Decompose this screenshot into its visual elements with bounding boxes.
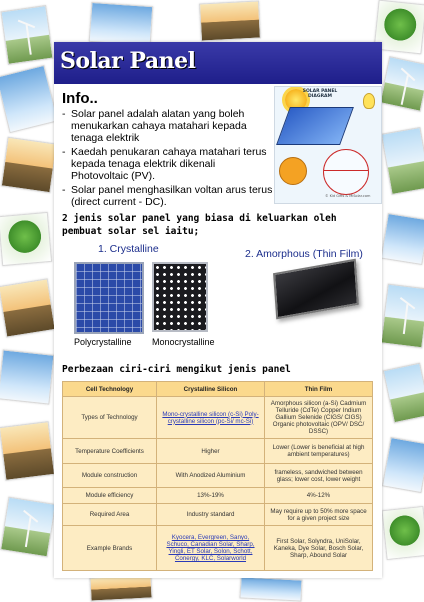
table-cell: Types of Technology <box>63 397 157 439</box>
table-cell-link[interactable]: Kyocera, Evergreen, Sanyo, Schuco, Canadian Solar, Sharp, Yingli, ET Solar, Solon, Schott, Conergy, KLC, Solarworld <box>157 526 265 571</box>
bg-photo-sky-2 <box>0 65 58 133</box>
solar-panel-illustration <box>276 107 354 145</box>
table-cell: Module construction <box>63 463 157 488</box>
title-bar <box>54 42 382 84</box>
table-cell: Lower (Lower is beneficial at high ambient temperatures) <box>265 439 373 464</box>
table-cell-link[interactable]: Mono-crystalline silicon (c-Si) Poly-crystalline silicon (pc-Si/ mc-Si) <box>157 397 265 439</box>
diagram-title: SOLAR PANEL DIAGRAM <box>302 89 338 99</box>
table-cell: Amorphous silicon (a-Si) Cadmium Telluride (CdTe) Copper Indium Gallium Selenide (CIGS/ CIGS) Organic photovoltaic (OPV/ DSC/ DSSC) <box>265 397 373 439</box>
info-heading: Info.. <box>62 90 98 107</box>
bg-photo-tree-3 <box>382 506 424 560</box>
table-cell: Temperature Coefficients <box>63 439 157 464</box>
bg-photo-tree-2 <box>0 212 52 266</box>
table-cell: May require up to 50% more space for a given project size <box>265 504 373 526</box>
table-cell: 4%-12% <box>265 488 373 504</box>
polycrystalline-panel-image <box>74 262 144 334</box>
polycrystalline-label: Polycrystalline <box>74 337 132 347</box>
table-cell: Module efficiency <box>63 488 157 504</box>
info-list <box>62 108 274 210</box>
comparison-heading: Perbezaan ciri-ciri mengikut jenis panel <box>62 364 291 375</box>
bg-photo-sunset <box>199 0 261 41</box>
bg-photo-sky <box>89 2 154 46</box>
crystalline-label: 1. Crystalline <box>98 243 159 255</box>
table-cell: frameless, sandwiched between glass; lower cost, lower weight <box>265 463 373 488</box>
bg-photo-sunset-5 <box>89 574 152 601</box>
table-cell: Industry standard <box>157 504 265 526</box>
diagram-copyright: © Kid Gifts & MiSolar.com <box>325 194 371 198</box>
table-cell: 13%-19% <box>157 488 265 504</box>
table-row <box>63 488 373 504</box>
light-bulb-icon <box>363 93 375 109</box>
bg-photo-sky-6 <box>239 576 302 601</box>
amorphous-label: 2. Amorphous (Thin Film) <box>245 248 363 260</box>
table-cell: With Anodized Aluminium <box>157 463 265 488</box>
monocrystalline-label: Monocrystalline <box>152 337 215 347</box>
comparison-table <box>62 381 373 571</box>
bg-photo-field-3 <box>381 284 424 349</box>
bg-photo-sunset-4 <box>0 421 55 481</box>
header-cell: Cell Technology <box>63 382 157 397</box>
bg-photo-sky-3 <box>381 213 424 265</box>
table-row <box>63 504 373 526</box>
bg-photo-sunset-2 <box>1 137 57 193</box>
bg-photo-sky-5 <box>382 437 424 493</box>
info-item: - Solar panel menghasilkan voltan arus terus (direct current - DC). <box>62 184 274 208</box>
cell-detail-illustration <box>323 149 369 195</box>
table-row <box>63 397 373 439</box>
bg-photo-sky-4 <box>0 349 54 404</box>
table-row <box>63 463 373 488</box>
table-cell: Example Brands <box>63 526 157 571</box>
header-cell: Thin Film <box>265 382 373 397</box>
bg-photo-field-2 <box>381 127 424 195</box>
table-row <box>63 439 373 464</box>
info-item: - Kaedah penukaran cahaya matahari terus kepada tenaga elektrik dikenali Photovoltaic (PV). <box>62 146 274 182</box>
cartoon-cat-icon <box>279 157 307 185</box>
table-cell: Higher <box>157 439 265 464</box>
info-item: - Solar panel adalah alatan yang boleh menukarkan cahaya matahari kepada tenaga elektrik <box>62 108 274 144</box>
bg-photo-sunset-3 <box>0 278 56 337</box>
header-cell: Crystalline Silicon <box>157 382 265 397</box>
table-cell: First Solar, Solyndra, UniSolar, Kaneka, Dye Solar, Bosch Solar, Sharp, Abound Solar <box>265 526 373 571</box>
solar-panel-diagram <box>274 86 382 204</box>
bg-photo-field-5 <box>0 497 56 558</box>
table-header-row <box>63 382 373 397</box>
monocrystalline-panel-image <box>152 262 208 332</box>
table-row <box>63 526 373 571</box>
bg-photo-field-4 <box>383 363 424 424</box>
types-heading: 2 jenis solar panel yang biasa di keluarkan oleh pembuat solar sel iaitu; <box>62 213 337 237</box>
bg-photo-turbine <box>0 5 53 65</box>
bg-photo-field <box>379 56 424 112</box>
table-cell: Required Area <box>63 504 157 526</box>
page-title: Solar Panel <box>60 48 196 74</box>
